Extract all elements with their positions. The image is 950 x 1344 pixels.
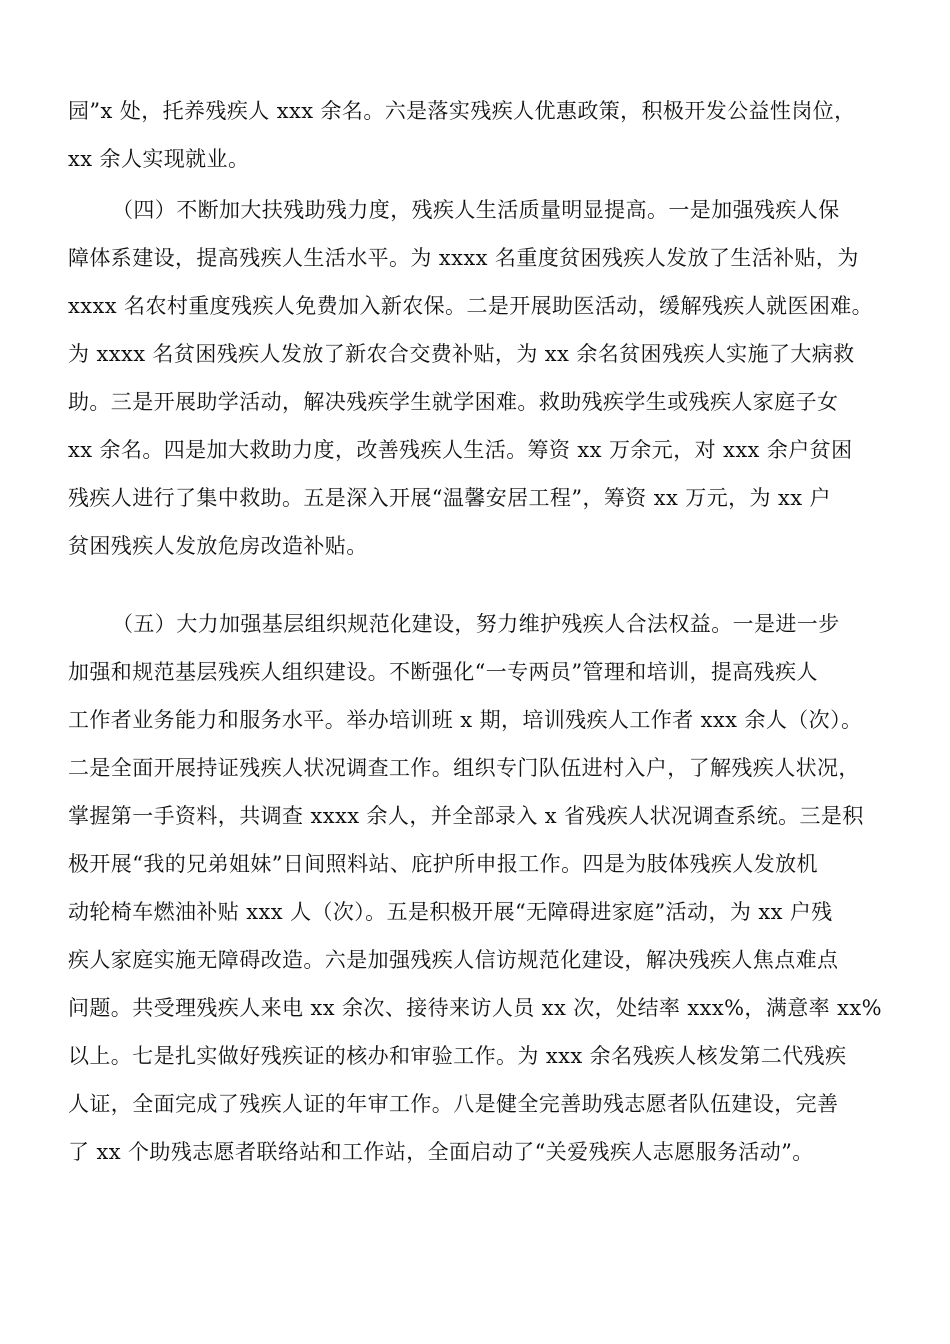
text-line: （五）大力加强基层组织规范化建设，努力维护残疾人合法权益。一是进一步 [112,612,840,636]
text-line: xx 余人实现就业。 [68,147,250,171]
text-line: xxxx 名农村重度残疾人免费加入新农保。二是开展助医活动，缓解残疾人就医困难。 [68,294,874,318]
text-line: 园”x 处，托养残疾人 xxx 余名。六是落实残疾人优惠政策，积极开发公益性岗位， [68,99,856,123]
text-line: 以上。七是扎实做好残疾证的核办和审验工作。为 xxx 余名残疾人核发第二代残疾 [68,1044,847,1068]
text-line: 残疾人进行了集中救助。五是深入开展“温馨安居工程”，筹资 xx 万元，为 xx 户 [68,486,831,510]
text-line: 了 xx 个助残志愿者联络站和工作站，全面启动了“关爱残疾人志愿服务活动”。 [68,1140,814,1164]
text-line: 问题。共受理残疾人来电 xx 余次、接待来访人员 xx 次，处结率 xxx%，满意率 xx% [68,996,882,1020]
text-line: xx 余名。四是加大救助力度，改善残疾人生活。筹资 xx 万余元，对 xxx 余户贫困 [68,438,853,462]
text-line: 掌握第一手资料，共调查 xxxx 余人，并全部录入 x 省残疾人状况调查系统。三是积 [68,804,864,828]
text-line: 动轮椅车燃油补贴 xxx 人（次）。五是积极开展“无障碍进家庭”活动，为 xx 户残 [68,900,833,924]
text-line: 助。三是开展助学活动，解决残疾学生就学困难。救助残疾学生或残疾人家庭子女 [68,390,839,414]
text-line: 障体系建设，提高残疾人生活水平。为 xxxx 名重度贫困残疾人发放了生活补贴，为 [68,246,859,270]
text-line: 工作者业务能力和服务水平。举办培训班 x 期，培训残疾人工作者 xxx 余人（次）。 [68,708,863,732]
paragraph-continuation [68,87,888,183]
text-line: 人证，全面完成了残疾人证的年审工作。八是健全完善助残志愿者队伍建设，完善 [68,1092,839,1116]
text-line: 二是全面开展持证残疾人状况调查工作。组织专门队伍进村入户，了解残疾人状况， [68,756,860,780]
text-line: （四）不断加大扶残助残力度，残疾人生活质量明显提高。一是加强残疾人保 [112,198,840,222]
text-line: 贫困残疾人发放危房改造补贴。 [68,534,368,558]
text-line: 为 xxxx 名贫困残疾人发放了新农合交费补贴，为 xx 余名贫困残疾人实施了大病救 [68,342,855,366]
text-line: 极开展“我的兄弟姐妹”日间照料站、庇护所申报工作。四是为肢体残疾人发放机 [68,852,818,876]
text-line: 疾人家庭实施无障碍改造。六是加强残疾人信访规范化建设，解决残疾人焦点难点 [68,948,839,972]
paragraph-section-five [68,600,888,1176]
paragraph-section-four [68,186,888,570]
text-line: 加强和规范基层残疾人组织建设。不断强化“一专两员”管理和培训，提高残疾人 [68,660,818,684]
